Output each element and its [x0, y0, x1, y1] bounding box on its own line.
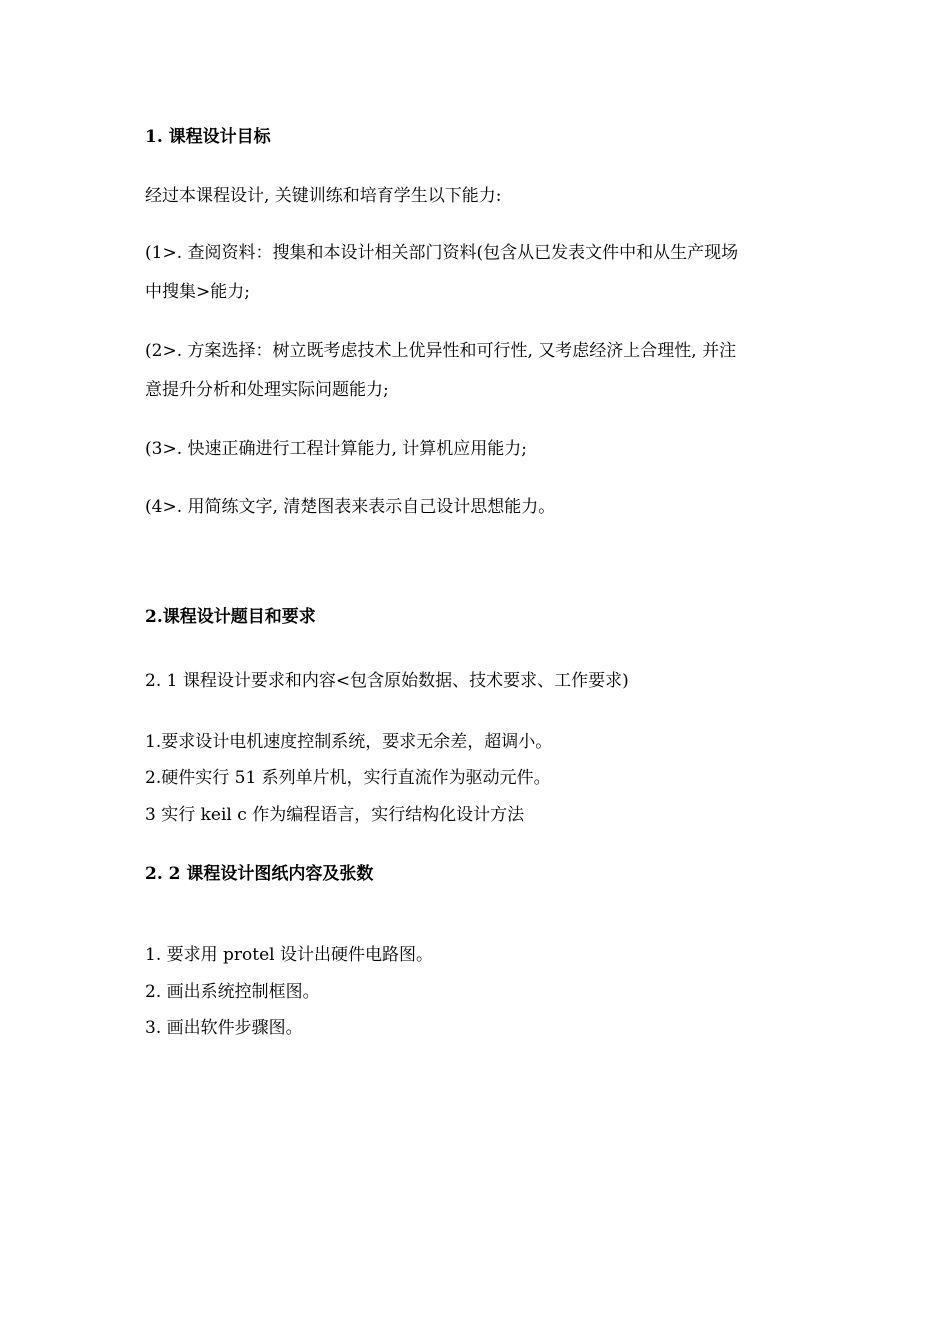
drawing-item-2: 2. 画出系统控制框图。 — [145, 982, 320, 1002]
requirement-1: 1.要求设计电机速度控制系统，要求无余差，超调小。 — [145, 732, 553, 752]
section1-item1-line1: (1>. 查阅资料：搜集和本设计相关部门资料(包含从已发表文件中和从生产现场 — [145, 243, 739, 263]
drawing-item-3: 3. 画出软件步骤图。 — [145, 1018, 303, 1038]
requirement-2: 2.硬件实行 51 系列单片机，实行直流作为驱动元件。 — [145, 768, 551, 788]
section1-item2-line1: (2>. 方案选择：树立既考虑技术上优异性和可行性, 又考虑经济上合理性, 并注 — [145, 341, 737, 361]
section2-sub1-heading: 2. 1 课程设计要求和内容<包含原始数据、技术要求、工作要求) — [145, 671, 629, 691]
section1-item3: (3>. 快速正确进行工程计算能力, 计算机应用能力; — [145, 439, 528, 459]
drawing-item-1: 1. 要求用 protel 设计出硬件电路图。 — [145, 945, 434, 965]
section1-heading: 1. 课程设计目标 — [145, 127, 271, 147]
section1-intro: 经过本课程设计, 关键训练和培育学生以下能力: — [145, 186, 502, 206]
section1-item1-line2: 中搜集>能力; — [145, 282, 250, 302]
section1-item4: (4>. 用简练文字, 清楚图表来表示自己设计思想能力。 — [145, 497, 556, 517]
section2-heading: 2.课程设计题目和要求 — [145, 607, 316, 627]
section1-item2-line2: 意提升分析和处理实际问题能力; — [145, 380, 389, 400]
section2-sub2-heading: 2. 2 课程设计图纸内容及张数 — [145, 864, 374, 884]
requirement-3: 3 实行 keil c 作为编程语言，实行结构化设计方法 — [145, 805, 525, 825]
